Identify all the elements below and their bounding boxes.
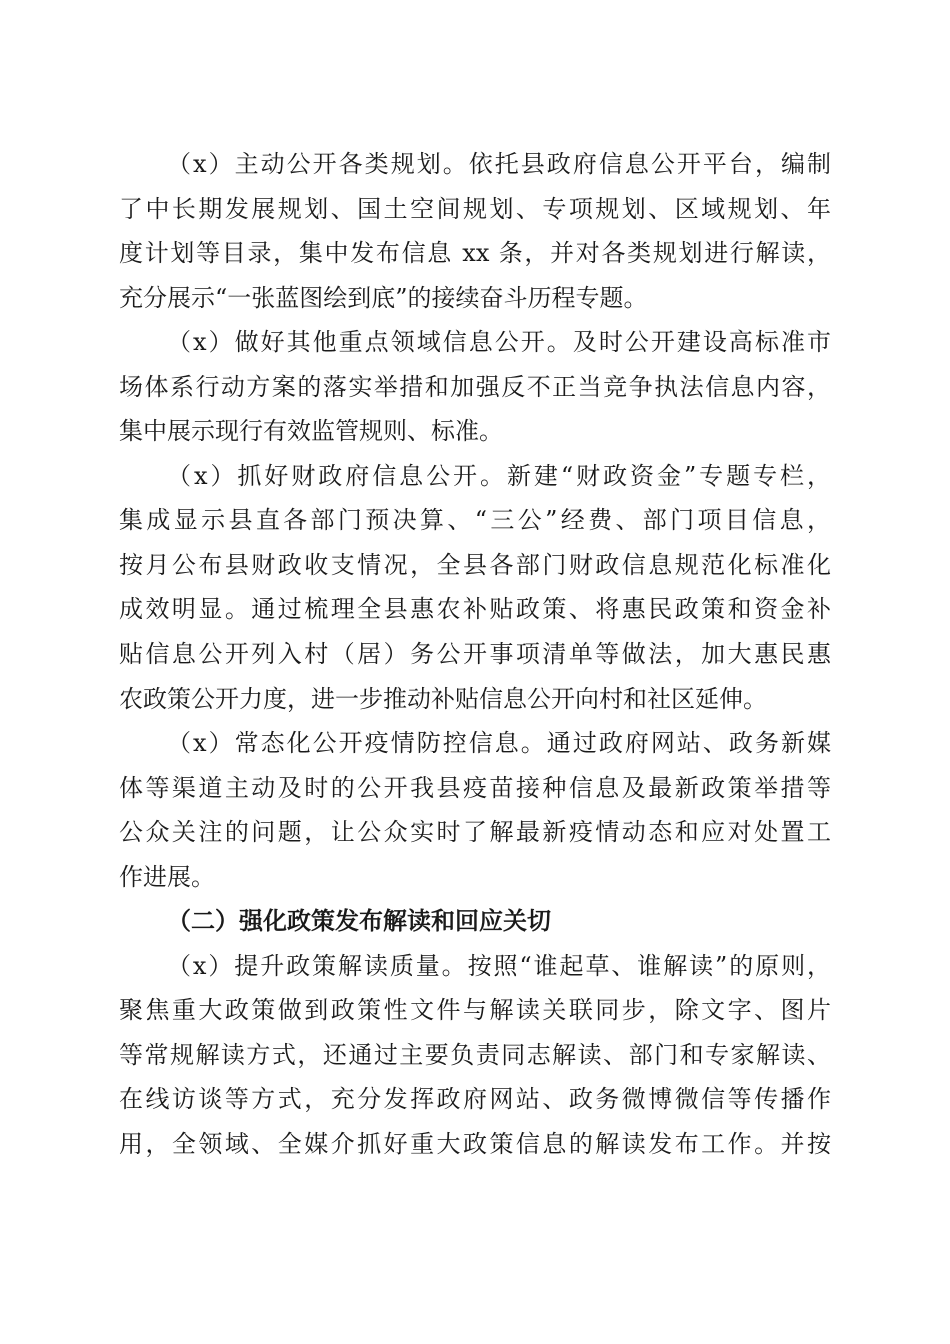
text-line: 集成显示县直各部门预决算、“三公”经费、部门项目信息， [119, 506, 831, 535]
text-line: 等常规解读方式，还通过主要负责同志解读、部门和专家解读、 [119, 1040, 831, 1069]
text-line: （x）提升政策解读质量。按照“谁起草、谁解读”的原则， [167, 951, 831, 980]
text-line: 充分展示“一张蓝图绘到底”的接续奋斗历程专题。 [119, 283, 648, 312]
text-line: 作进展。 [119, 862, 215, 891]
text-line: 农政策公开力度，进一步推动补贴信息公开向村和社区延伸。 [119, 684, 767, 713]
text-line: （x）抓好财政府信息公开。新建“财政资金”专题专栏， [167, 461, 831, 490]
text-line: 度计划等目录，集中发布信息 xx 条，并对各类规划进行解读， [119, 239, 831, 268]
section-heading: （二）强化政策发布解读和回应关切 [167, 907, 551, 936]
text-line: 在线访谈等方式，充分发挥政府网站、政务微博微信等传播作 [119, 1085, 831, 1114]
text-line: （x）做好其他重点领域信息公开。及时公开建设高标准市 [167, 328, 831, 357]
text-line: 聚焦重大政策做到政策性文件与解读关联同步，除文字、图片 [119, 996, 831, 1025]
text-line: （x）主动公开各类规划。依托县政府信息公开平台，编制 [167, 150, 831, 178]
text-line: 用，全领域、全媒介抓好重大政策信息的解读发布工作。并按 [119, 1130, 831, 1159]
text-line: （x）常态化公开疫情防控信息。通过政府网站、政务新媒 [167, 729, 831, 758]
text-line: 贴信息公开列入村（居）务公开事项清单等做法，加大惠民惠 [119, 640, 831, 669]
text-line: 体等渠道主动及时的公开我县疫苗接种信息及最新政策举措等 [119, 773, 831, 802]
text-line: 公众关注的问题，让公众实时了解最新疫情动态和应对处置工 [119, 818, 831, 847]
text-line: 集中展示现行有效监管规则、标准。 [119, 417, 503, 446]
text-line: 成效明显。通过梳理全县惠农补贴政策、将惠民政策和资金补 [119, 595, 831, 624]
document-body [119, 142, 831, 1167]
text-line: 场体系行动方案的落实举措和加强反不正当竞争执法信息内容， [119, 372, 831, 401]
text-line: 了中长期发展规划、国土空间规划、专项规划、区域规划、年 [119, 194, 831, 223]
text-line: 按月公布县财政收支情况，全县各部门财政信息规范化标准化 [119, 550, 831, 579]
